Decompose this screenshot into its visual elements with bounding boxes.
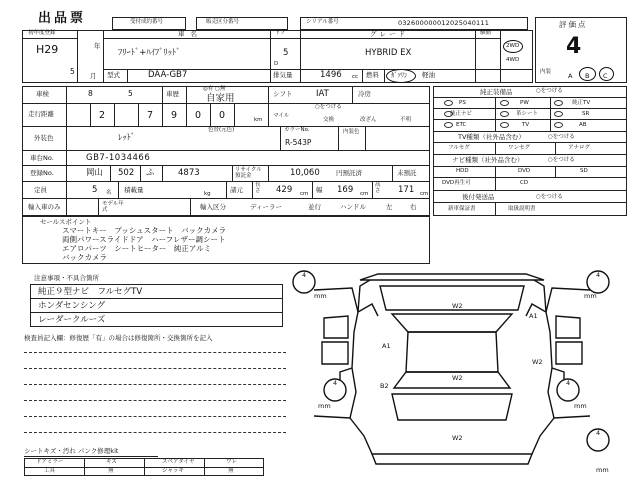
import-type-label: 輸入区分 bbox=[200, 203, 226, 211]
tire-fr-value: 4 bbox=[596, 271, 601, 279]
equip-etc: ETC bbox=[456, 122, 467, 128]
plate-region: 岡山 bbox=[86, 168, 104, 178]
plate-class: 502 bbox=[118, 168, 135, 178]
capacity-value: 5 bbox=[92, 185, 98, 195]
width-value: 169 bbox=[337, 185, 354, 195]
height-unit: cm bbox=[420, 191, 429, 197]
footer-head-4: ワレ bbox=[226, 459, 238, 465]
grade-label: グレード bbox=[370, 30, 408, 38]
footer-val-4: 無 bbox=[228, 468, 234, 474]
equip-sr-mark bbox=[554, 111, 563, 117]
tv-type-hint: ○をつける bbox=[548, 134, 575, 140]
sales-point-line-4: バックカメラ bbox=[62, 253, 107, 262]
equip-pw-mark bbox=[500, 100, 509, 106]
handle-left: 左 bbox=[386, 203, 393, 211]
length-unit: cm bbox=[300, 191, 309, 197]
score-label: 評価点 bbox=[559, 20, 588, 29]
tire-spare-unit: mm bbox=[596, 466, 609, 474]
car-damage-diagram bbox=[292, 268, 612, 476]
navi-type-label: ナビ種類（社外品含む） bbox=[452, 156, 524, 164]
navi-option-dvd-play: DVD再生可 bbox=[442, 180, 471, 186]
score-value: 4 bbox=[566, 34, 582, 59]
equip-ps: PS bbox=[459, 100, 466, 106]
tire-fl-value: 4 bbox=[302, 271, 307, 279]
ac-label: 冷房 bbox=[358, 90, 371, 98]
load-label: 積載量 bbox=[124, 186, 144, 194]
tire-rr-unit: mm bbox=[574, 402, 587, 410]
displacement-value: 1496 bbox=[320, 70, 342, 80]
mark-left-a1: A1 bbox=[382, 342, 391, 350]
inspection-month: 5 bbox=[128, 89, 133, 98]
shift-label: シフト bbox=[273, 90, 293, 98]
tire-fl-unit: mm bbox=[314, 292, 327, 300]
length-label: 長さ bbox=[255, 182, 261, 194]
mileage-digit-4: 0 bbox=[195, 110, 202, 121]
length-value: 429 bbox=[276, 185, 293, 195]
equip-ab: AB bbox=[579, 122, 587, 128]
sales-point-line-1: スマートキー プッシュスタート バックカメラ bbox=[62, 226, 227, 235]
tv-option-fullseg: フルセグ bbox=[448, 145, 470, 151]
footer-head-2: キズ bbox=[106, 459, 117, 465]
equip-etc-mark bbox=[444, 122, 453, 128]
exterior-color-value: ﾚｯﾄﾞ bbox=[118, 133, 136, 143]
note-item-3: レーダークルーズ bbox=[38, 315, 106, 325]
color-code-label: カラーNo. bbox=[284, 127, 310, 133]
interior-label: 内装 bbox=[540, 69, 552, 75]
usage-label: 車歴 bbox=[166, 90, 179, 98]
drive-2wd: 2WD bbox=[506, 43, 520, 49]
equipment-hint: ○をつける bbox=[536, 88, 563, 94]
equip-genuine-tv: 純正TV bbox=[572, 100, 591, 106]
door-count: 5 bbox=[283, 48, 289, 58]
displacement-unit: cc bbox=[352, 74, 359, 80]
mileage-option-unknown: 不明 bbox=[400, 117, 412, 123]
equip-genuine-navi: 純正ナビ bbox=[450, 111, 473, 117]
drive-4wd: 4WD bbox=[506, 57, 520, 63]
month-unit: 月 bbox=[90, 72, 97, 80]
import-option-dealer: ディーラー bbox=[250, 203, 282, 211]
tire-rr-value: 4 bbox=[566, 379, 571, 387]
seat-note: シートキズ・汚れ パンク修理kit bbox=[24, 447, 119, 455]
inspector-label: 検査員記入欄：修復歴「有」の場合は修復箇所・交換箇所を記入 bbox=[24, 334, 213, 342]
height-label: 高さ bbox=[375, 182, 381, 194]
warranty-doc: 新車保証書 bbox=[448, 206, 476, 212]
tire-rl-unit: mm bbox=[318, 402, 331, 410]
footer-val-1: 工具 bbox=[44, 468, 56, 474]
interior-grade-c: C bbox=[603, 72, 608, 80]
mileage-digit-2: 7 bbox=[147, 110, 154, 121]
note-item-1: 純正９型ナビ フルセグTV bbox=[38, 287, 143, 297]
navi-type-hint: ○をつける bbox=[548, 157, 575, 163]
color-change-label: 色替(元色) bbox=[208, 127, 235, 133]
mileage-digit-3: 9 bbox=[171, 110, 178, 121]
plate-label: 登録No. bbox=[30, 169, 54, 177]
sales-point-line-3: エアロパーツ シートヒーター 純正アルミ bbox=[62, 244, 212, 253]
registration-month: 5 bbox=[70, 67, 75, 76]
capacity-label: 定員 bbox=[34, 186, 47, 194]
interior-grade-a: A bbox=[568, 72, 573, 80]
capacity-unit: 名 bbox=[106, 190, 112, 196]
dealer-label: 販売区分番号 bbox=[206, 19, 240, 25]
model-label: 型式 bbox=[107, 71, 120, 79]
equip-sr: SR bbox=[582, 111, 590, 117]
recycle-amount: 10,060 bbox=[290, 168, 320, 178]
note-item-2: ホンダセンシング bbox=[38, 301, 106, 311]
year-unit: 年 bbox=[94, 42, 101, 50]
tv-option-oneseg: ワンセグ bbox=[508, 145, 531, 151]
mileage-change-hint: ○をつける bbox=[315, 104, 342, 110]
tire-fr-unit: mm bbox=[584, 292, 597, 300]
era-year: H29 bbox=[36, 43, 59, 56]
plate-kana: ふ bbox=[146, 168, 155, 178]
footer-head-1: ドアミラー bbox=[36, 459, 64, 465]
equip-leather: 革シート bbox=[516, 111, 539, 117]
car-name: ﾌﾘｰﾄﾞ+ﾊｲﾌﾞﾘｯﾄﾞ bbox=[118, 48, 181, 58]
manual-doc: 取扱説明書 bbox=[508, 206, 536, 212]
mark-right-w2: W2 bbox=[532, 358, 543, 366]
interior-b-circle bbox=[579, 67, 596, 81]
tire-rl-value: 4 bbox=[333, 379, 338, 387]
mileage-unit: km bbox=[254, 117, 263, 123]
exterior-color-label: 外装色 bbox=[34, 134, 54, 142]
drive-label: 駆動 bbox=[480, 30, 492, 36]
mark-front-w2: W2 bbox=[452, 302, 463, 310]
footer-val-3: ジャッキ bbox=[162, 468, 184, 474]
width-label: 幅 bbox=[316, 186, 323, 194]
first-registration-label: 初年度登録 bbox=[28, 30, 56, 36]
displacement-label: 排気量 bbox=[273, 71, 293, 79]
mileage-digit-1: 2 bbox=[99, 110, 106, 121]
mileage-option-tamper: 改ざん bbox=[360, 117, 377, 123]
model-value: DAA-GB7 bbox=[148, 70, 188, 80]
width-unit: cm bbox=[360, 191, 369, 197]
tv-type-label: TV種類（社外品含む） bbox=[458, 133, 525, 141]
navi-option-sd: SD bbox=[580, 168, 588, 174]
interior-grade-b: B bbox=[585, 72, 590, 80]
handle-label: ハンドル bbox=[340, 203, 366, 211]
mark-right-a1: A1 bbox=[529, 312, 538, 320]
backcam-hint: ○をつける bbox=[536, 194, 563, 200]
height-value: 171 bbox=[398, 185, 415, 195]
serial-label: シリアル番号 bbox=[306, 19, 339, 25]
equip-tv: TV bbox=[522, 122, 530, 128]
sales-point-line-2: 両側パワースライドドア ハーフレザー調シート bbox=[62, 235, 226, 244]
recycle-unit: 円預託済 bbox=[336, 169, 362, 177]
serial-value: 032600000012025040111 bbox=[398, 19, 490, 27]
tire-spare-value: 4 bbox=[596, 429, 601, 437]
vin-value: GB7-1034466 bbox=[86, 153, 151, 163]
load-unit: kg bbox=[204, 191, 211, 197]
mark-rear-w2: W2 bbox=[452, 374, 463, 382]
vin-label: 車台No. bbox=[30, 154, 54, 162]
equipment-title: 純正装備品 bbox=[480, 88, 513, 96]
mileage-option-mile: マイル bbox=[273, 113, 290, 119]
color-code-value: R-543P bbox=[285, 138, 312, 147]
navi-option-cd: CD bbox=[520, 180, 529, 186]
equip-leather-mark bbox=[500, 111, 509, 117]
import-option-parallel: 並行 bbox=[308, 203, 321, 211]
equip-ab-mark bbox=[554, 122, 563, 128]
door-unit: D bbox=[274, 61, 279, 67]
reception-label: 受付成約番号 bbox=[130, 19, 164, 25]
navi-option-hdd: HDD bbox=[456, 168, 469, 174]
equip-pw: PW bbox=[520, 100, 529, 106]
shift-value: IAT bbox=[316, 89, 329, 99]
plate-number: 4873 bbox=[178, 168, 200, 178]
equip-ps-mark bbox=[444, 100, 453, 106]
mark-tailgate-w2: W2 bbox=[452, 434, 463, 442]
backcam-label: 後付発送品 bbox=[462, 193, 495, 201]
notes-label: 注意事項・不具合箇所 bbox=[34, 274, 99, 282]
door-label: ドア bbox=[275, 30, 286, 36]
model-year-label: モデル年式 bbox=[102, 201, 124, 214]
mileage-option-replace: 交換 bbox=[323, 117, 335, 123]
dims-label: 諸元 bbox=[230, 186, 243, 194]
recycle-status: 未預託 bbox=[397, 169, 417, 177]
page-title: 出品票 bbox=[38, 11, 87, 26]
fuel-label: 燃料 bbox=[366, 71, 379, 79]
import-label: 輸入車のみ bbox=[28, 203, 61, 211]
navi-option-dvd: DVD bbox=[518, 168, 531, 174]
car-name-label: 車名 bbox=[178, 30, 203, 38]
grade-value: HYBRID EX bbox=[365, 48, 412, 58]
mileage-digit-5: 0 bbox=[219, 110, 226, 121]
interior-color-label: 内装色 bbox=[343, 129, 360, 135]
sales-points-label: セールスポイント bbox=[40, 218, 92, 226]
tv-option-analog: アナログ bbox=[568, 145, 591, 151]
mark-left-b2: B2 bbox=[380, 382, 389, 390]
inspection-year: 8 bbox=[88, 89, 93, 98]
footer-head-3: スペアタイヤ bbox=[162, 459, 195, 465]
equip-tv2-mark bbox=[500, 122, 509, 128]
equip-tv-mark bbox=[554, 100, 563, 106]
usage-value: 自家用 bbox=[206, 93, 235, 104]
footer-val-2: 無 bbox=[108, 468, 114, 474]
usage-note-small: ◎有 ○無 bbox=[203, 86, 226, 92]
fuel-light: 軽油 bbox=[422, 71, 435, 79]
interior-c-circle bbox=[599, 67, 614, 81]
handle-right: 右 bbox=[410, 203, 417, 211]
recycle-label: リサイクル預託金 bbox=[235, 167, 262, 180]
inspection-label: 車検 bbox=[36, 90, 49, 98]
fuel-gas: ｶﾞｿﾘﾝ bbox=[391, 71, 408, 79]
mileage-label: 走行距離 bbox=[28, 110, 54, 118]
